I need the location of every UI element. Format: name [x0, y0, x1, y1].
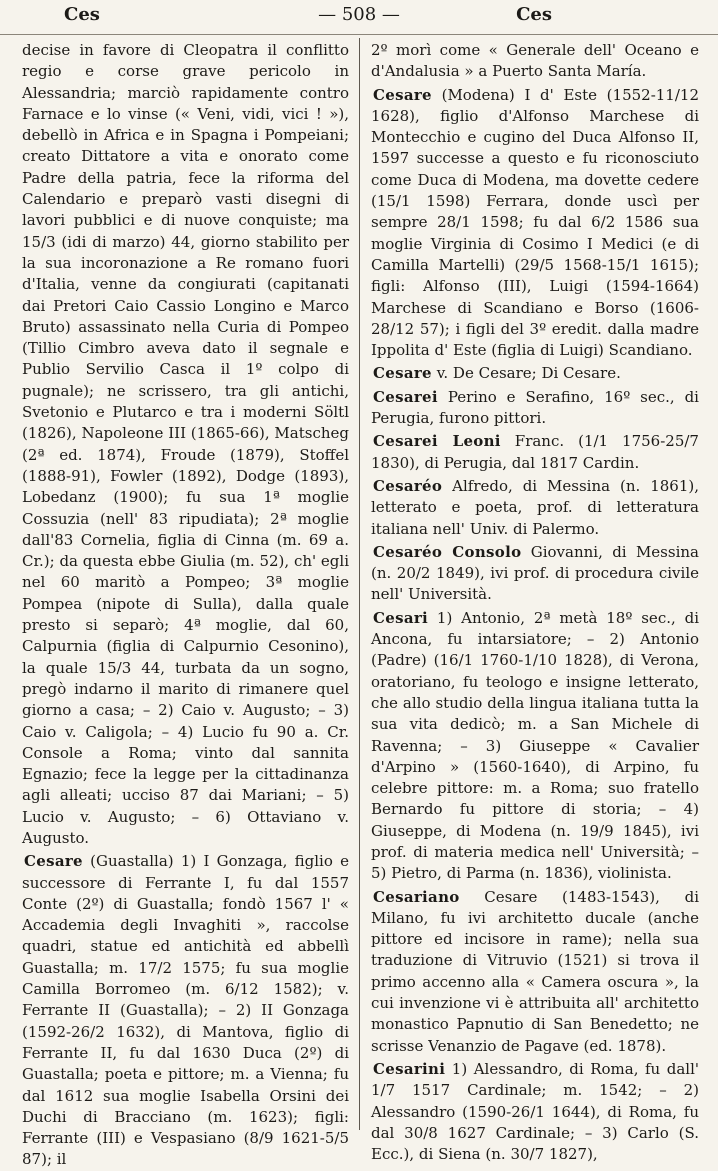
page-header	[0, 0, 718, 35]
entry-headword: Cesariano	[373, 887, 460, 906]
entry-text: Giovanni, di Messina (n. 20/2 1849), ivi prof. di procedura civile nell' Università.	[371, 542, 699, 604]
entry-headword: Cesarini	[373, 1059, 446, 1078]
entry-headword: Cesarei Leoni	[373, 432, 501, 451]
dictionary-entry	[371, 476, 699, 540]
entry-headword: Cesaréo	[373, 476, 443, 495]
entry-headword: Cesarei	[373, 387, 438, 406]
column-divider	[359, 38, 360, 1130]
entry-text: Perino e Serafino, 16º sec., di Perugia, furono pittori.	[371, 387, 699, 428]
page-number: — 508 —	[318, 4, 400, 25]
dictionary-entry	[371, 542, 699, 606]
entry-text: 2º morì come « Generale dell' Oceano e d'Andalusia » a Puerto Santa María.	[371, 41, 699, 81]
entry-text: v. De Cesare; Di Cesare.	[436, 364, 621, 383]
dictionary-entry	[371, 887, 699, 1057]
entry-text: Franc. (1/1 1756-25/7 1830), di Perugia, dal 1817 Cardin.	[371, 432, 699, 472]
entry-text: 1) Alessandro, di Roma, fu dall' 1/7 1517 Cardinale; m. 1542; – 2) Alessandro (1590-26/1 1644), di Roma, fu dal 30/8 1627 Cardinale; – 3) Carlo (S. Ecc.), di Siena (n. 30/7 1827),	[371, 1059, 699, 1164]
dictionary-entry	[371, 85, 699, 362]
entry-headword: Cesare	[373, 85, 432, 104]
running-head-left: Ces	[64, 4, 100, 25]
entry-text: decise in favore di Cleopatra il conflitto regio e corse grave pericolo in Alessandria; marciò rapidamente contro Farnace e lo vinse (« Veni, vidi, vici ! »), debellò in Africa e in Spagna i Pompeiani; creato Dittatore a vita e onorato come Padre della patria, fece la riforma del Calendario e preparò vasti disegni di lavori pubblici e di nuove conquiste; ma 15/3 (idi di marzo) 44, giorno stabilito per la sua incoronazione a Re romano fuori d'Italia, venne da congiurati (capitanati dai Pretori Caio Cassio Longino e Marco Bruto) assassinato nella Curia di Pompeo (Tillio Cimbro aveva dato il segnale e Publio Servilio Casca il 1º colpo di pugnale); ne scrissero, tra gli antichi, Svetonio e Plutarco e tra i moderni Söltl (1826), Napoleone III (1865-66), Matscheg (2ª ed. 1874), Froude (1879), Stoffel (1888-91), Fowler (1892), Dodge (1893), Lobedanz (1900); fu sua 1ª moglie Cossuzia (nell' 83 ripudiata); 2ª moglie dall'83 Cornelia, figlia di Cinna (m. 69 a. Cr.); da questa ebbe Giulia (m. 52), ch' egli nel 60 maritò a Pompeo; 3ª moglie Pompea (nipote di Sulla), dalla quale presto si separò; 4ª moglie, dal 60, Calpurnia (figlia di Calpurnio Cesonino), la quale 15/3 44, turbata da un sogno, pregò indarno il marito di rimanere quel giorno a casa; – 2) Caio v. Augusto; – 3) Caio v. Caligola; – 4) Lucio fu 90 a. Cr. Console a Roma; vinto dal sannita Egnazio; fece la legge per la cittadinanza agli alleati; ucciso 87 dai Mariani; – 5) Lucio v. Augusto; – 6) Ottaviano v. Augusto.	[22, 41, 349, 847]
entry-text: (Modena) I d' Este (1552-11/12 1628), figlio d'Alfonso Marchese di Montecchio e cugino del Duca Alfonso II, 1597 successe a questo e fu riconosciuto come Duca di Modena, ma dovette cedere (15/1 1598) Ferrara, donde uscì per sempre 28/1 1598; fu dal 6/2 1586 sua moglie Virginia di Cosimo I Medici (e di Camilla Martelli) (29/5 1568-15/1 1615); figli: Alfonso (III), Luigi (1594-1664) Marchese di Scandiano e Borso (1606-28/12 57); i figli del 3º eredit. dalla madre Ippolita d' Este (figlia di Luigi) Scandiano.	[371, 85, 699, 360]
left-column	[22, 40, 349, 1169]
entry-text: (Guastalla) 1) I Gonzaga, figlio e successore di Ferrante I, fu dal 1557 Conte (2º) di Guastalla; fondò 1567 l' « Accademia degli Invaghiti », raccolse quadri, statue ed antichità ed abbellì Guastalla; m. 17/2 1575; fu sua moglie Camilla Borromeo (m. 6/12 1582); v. Ferrante II (Guastalla); – 2) II Gonzaga (1592-26/2 1632), di Mantova, figlio di Ferrante II, fu dal 1630 Duca (2º) di Guastalla; poeta e pittore; m. a Vienna; fu dal 1612 sua moglie Isabella Orsini dei Duchi di Bracciano (m. 1623); figli: Ferrante (III) e Vespasiano (8/9 1621-5/5 87); il	[22, 852, 349, 1169]
entry-headword: Cesaréo Consolo	[373, 542, 522, 561]
dictionary-entry	[371, 363, 699, 384]
dictionary-entry	[371, 431, 699, 474]
dictionary-entry	[371, 387, 699, 430]
entry-headword: Cesare	[373, 364, 432, 383]
entry-text: Cesare (1483-1543), di Milano, fu ivi architetto ducale (anche pittore ed incisore in rame); nella sua traduzione di Vitruvio (1521) si trova il primo accenno alla « Camera oscura », la cui invenzione vi è attribuita all' architetto monastico Papnutio di San Benedetto; ne scrisse Venanzio de Pagave (ed. 1878).	[371, 887, 699, 1055]
running-head-right: Ces	[516, 4, 552, 25]
dictionary-entry	[22, 851, 349, 1170]
entry-text: Alfredo, di Messina (n. 1861), letterato e poeta, prof. di letteratura italiana nell' Univ. di Palermo.	[371, 476, 699, 538]
entry-text: 1) Antonio, 2ª metà 18º sec., di Ancona, fu intarsiatore; – 2) Antonio (Padre) (16/1 1760-1/10 1828), di Verona, oratoriano, fu teologo e insigne letterato, che allo studio della lingua italiana tutta la sua vita dedicò; m. a San Michele di Ravenna; – 3) Giuseppe « Cavalier d'Arpino » (1560-1640), di Arpino, fu celebre pittore: m. a Roma; suo fratello Bernardo fu pittore di storia; – 4) Giuseppe, di Modena (n. 19/9 1845), ivi prof. di materia medica nell' Università; – 5) Pietro, di Parma (n. 1836), violinista.	[371, 608, 699, 883]
right-column	[371, 40, 699, 1164]
dictionary-entry	[371, 40, 699, 83]
entry-headword: Cesare	[24, 852, 83, 871]
dictionary-entry	[371, 1059, 699, 1165]
entry-headword: Cesari	[373, 608, 429, 627]
dictionary-entry	[22, 40, 349, 849]
dictionary-entry	[371, 608, 699, 885]
